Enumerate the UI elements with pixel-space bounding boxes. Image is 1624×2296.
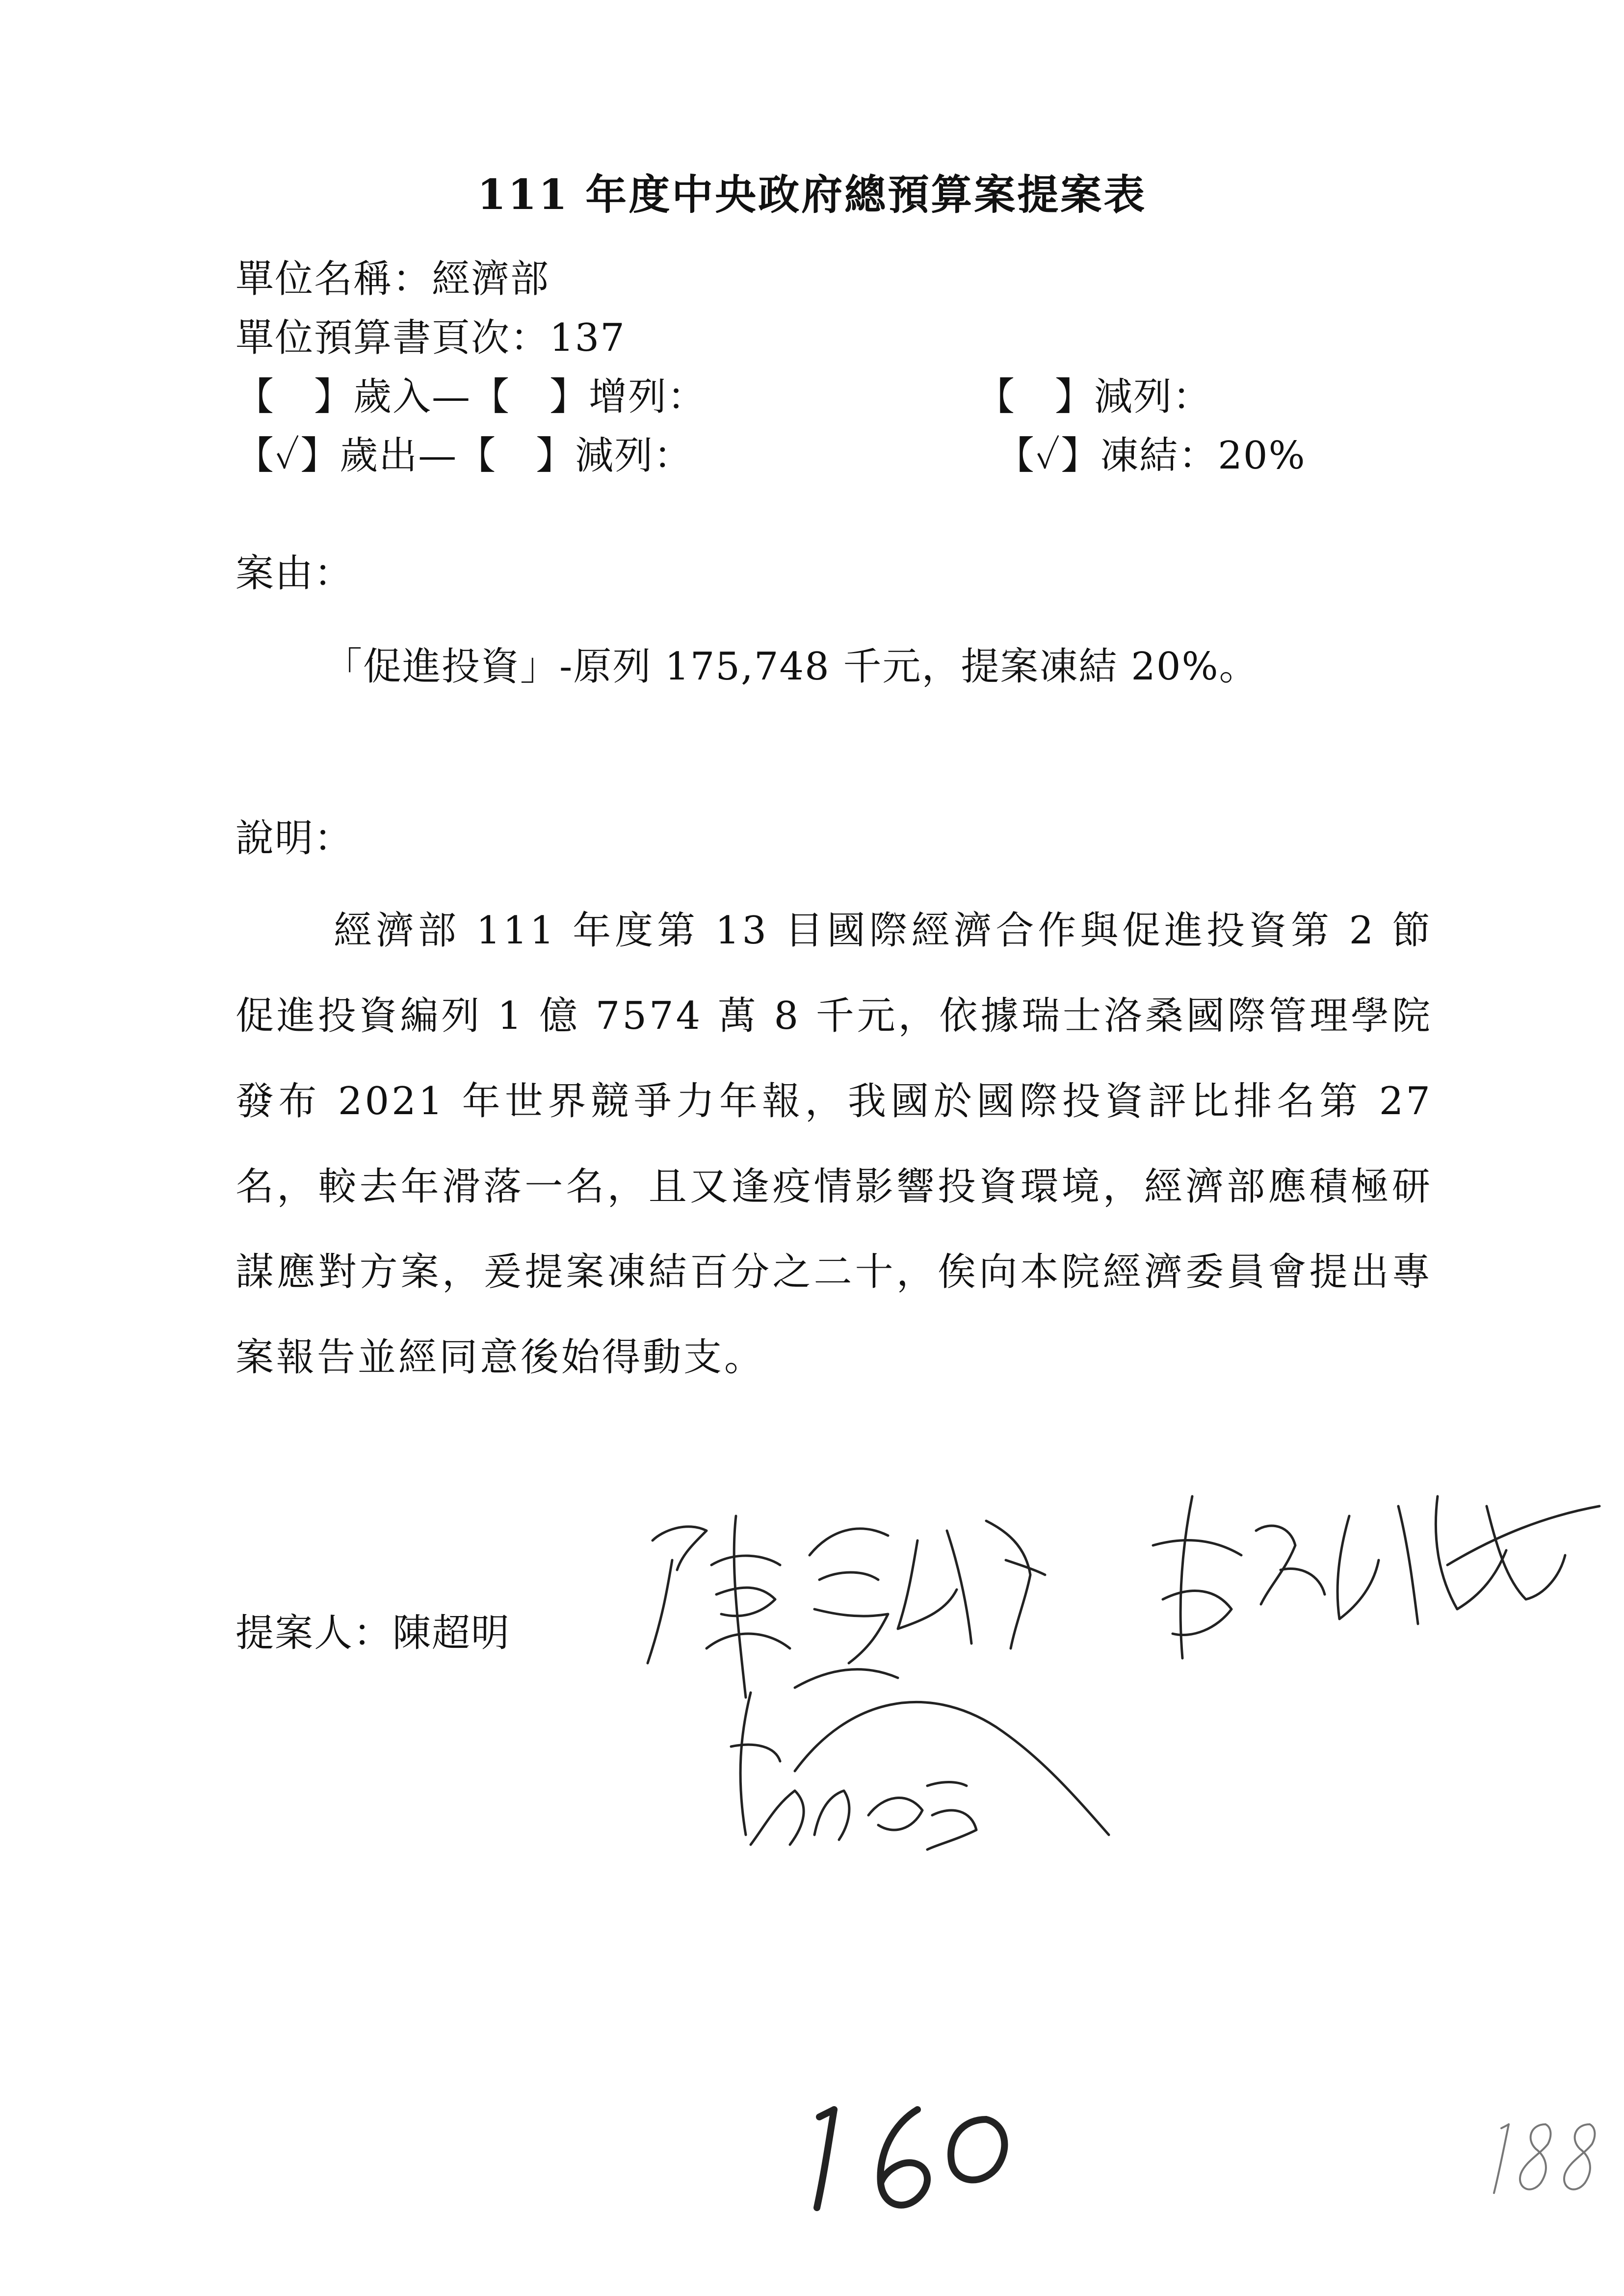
revenue-line-left: 【 】歲入—【 】增列： bbox=[236, 375, 707, 419]
handwritten-page-number bbox=[790, 2095, 1025, 2222]
explanation-label: 說明： bbox=[236, 816, 354, 861]
document-title: 111 年度中央政府總預算案提案表 bbox=[477, 170, 1147, 219]
proposer: 提案人：陳超明 bbox=[236, 1611, 511, 1655]
signature-third bbox=[1143, 1477, 1609, 1683]
explanation-text: 經濟部 111 年度第 13 目國際經濟合作與促進投資第 2 節促進投資編列 1 億 7574 萬 8 千元，依據瑞士洛桑國際管理學院發布 2021 年世界競爭力年報，我國於國際投資評比排名第 27 名，較去年滑落一名，且又逢疫情影響投資環境，經濟部應積極研謀應對方案，爰提案凍結百分之二十，俟向本院經濟委員會提出專案報告並經同意後始得動支。 bbox=[236, 909, 1433, 1380]
revenue-line-right: 【 】減列： bbox=[976, 375, 1212, 419]
reason-text: 「促進投資」-原列 175,748 千元，提案凍結 20%。 bbox=[324, 645, 1258, 689]
expenditure-line-right: 【✓】凍結：20% bbox=[996, 434, 1306, 478]
budget-page: 單位預算書頁次：137 bbox=[236, 316, 626, 360]
reason-label: 案由： bbox=[236, 551, 354, 596]
unit-name: 單位名稱：經濟部 bbox=[236, 257, 550, 301]
handwritten-sheet-number bbox=[1487, 2105, 1609, 2203]
expenditure-line-left: 【✓】歲出—【 】減列： bbox=[236, 434, 693, 478]
signature-second bbox=[721, 1688, 1124, 1874]
